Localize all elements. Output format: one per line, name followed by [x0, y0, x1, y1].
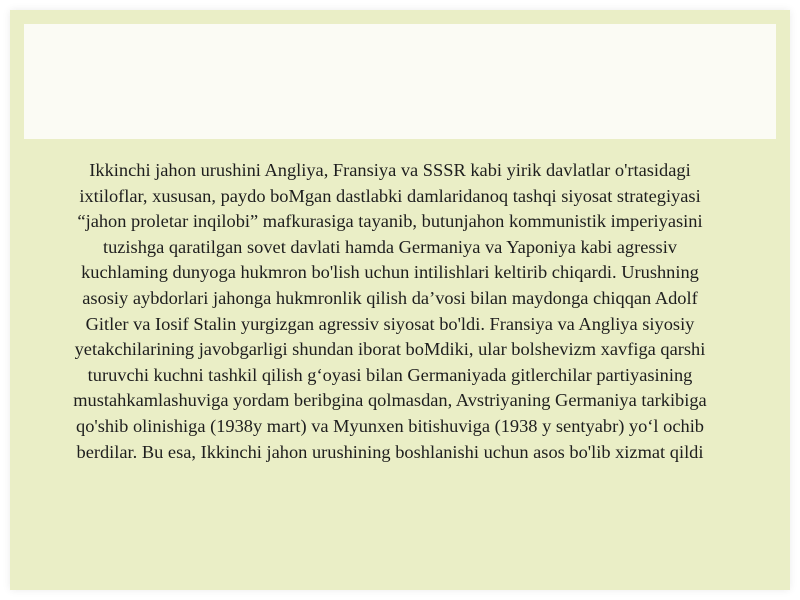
title-placeholder	[24, 24, 776, 139]
body-paragraph: Ikkinchi jahon urushini Angliya, Fransiya va SSSR kabi yirik davlatlar o'rtasidagi ixtiloflar, xususan, paydo boMgan dastlabki damlaridanoq tashqi siyosat strategiyasi “jahon proletar inqilobi” mafkurasiga tayanib, butunjahon kommunistik imperiyasini tuzishga qaratilgan sovet davlati hamda Germaniya va Yaponiya kabi agressiv kuchlaming dunyoga hukmron bo'lish uchun intilishlari keltirib chiqardi. Urushning asosiy aybdorlari jahonga hukmronlik qilish da’vosi bilan maydonga chiqqan Adolf Gitler va Iosif Stalin yurgizgan agressiv siyosat bo'ldi. Fransiya va Angliya siyosiy yetakchilarining javobgarligi shundan iborat boMdiki, ular bolshevizm xavfiga qarshi turuvchi kuchni tashkil qilish g‘oyasi bilan Germaniyada gitlerchilar partiyasining mustahkamlashuviga yordam beribgina qolmasdan, Avstriyaning Germaniya tarkibiga qo'shib olinishiga (1938y mart) va Myunxen bitishuviga (1938 y sentyabr) yo‘l ochib berdilar. Bu esa, Ikkinchi jahon urushining boshlanishi uchun asos bo'lib xizmat qildi	[73, 160, 707, 462]
